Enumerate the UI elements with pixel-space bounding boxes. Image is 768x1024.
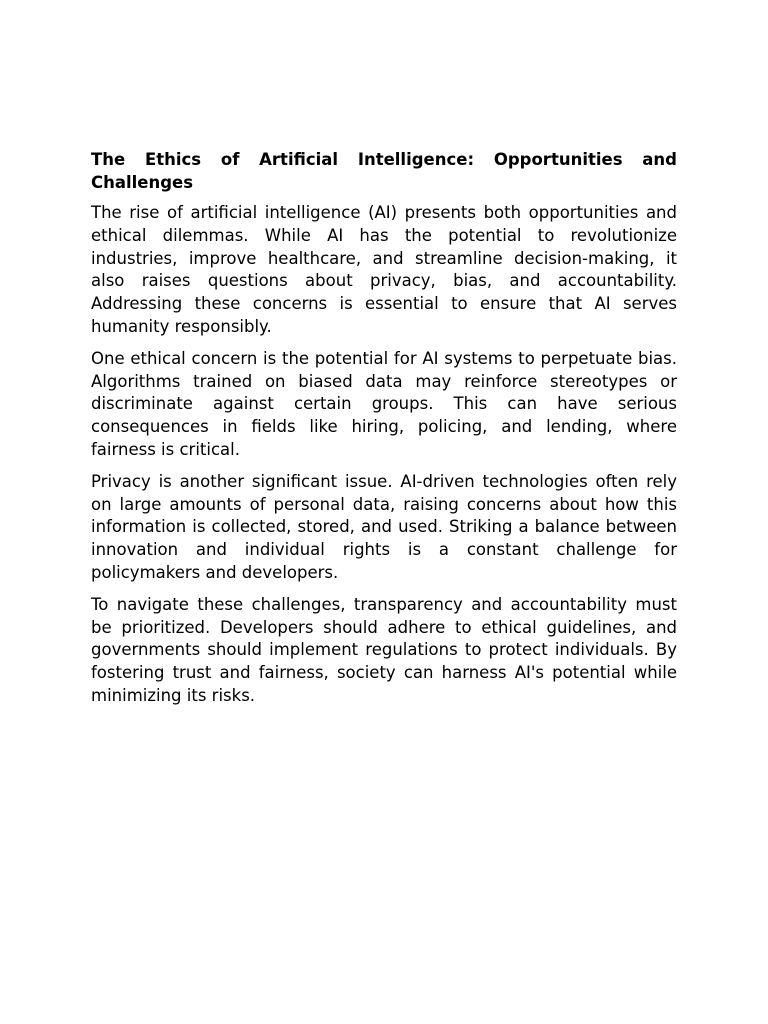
document-page [91, 148, 677, 717]
paragraph-introduction: The rise of artificial intelligence (AI) presents both opportunities and ethical dilemmas. While AI has the potential to revolutionize industries, improve healthcare, and streamline decision-making, it also raises questions about privacy, bias, and accountability. Addressing these concerns is essential to ensure that AI serves humanity responsibly. [91, 203, 677, 336]
paragraph-bias: One ethical concern is the potential for AI systems to perpetuate bias. Algorithms trained on biased data may reinforce stereotypes or discriminate against certain groups. This can have serious consequences in fields like hiring, policing, and lending, where fairness is critical. [91, 348, 677, 459]
document-title: The Ethics of Artificial Intelligence: Opportunities and Challenges [91, 150, 677, 192]
paragraph-conclusion: To navigate these challenges, transparency and accountability must be prioritized. Developers should adhere to ethical guidelines, and governments should implement regulations to protect individuals. By fostering trust and fairness, society can harness AI's potential while minimizing its risks. [91, 594, 677, 705]
paragraph-privacy: Privacy is another significant issue. AI-driven technologies often rely on large amounts of personal data, raising concerns about how this information is collected, stored, and used. Striking a balance between innovation and individual rights is a constant challenge for policymakers and developers. [91, 471, 677, 582]
